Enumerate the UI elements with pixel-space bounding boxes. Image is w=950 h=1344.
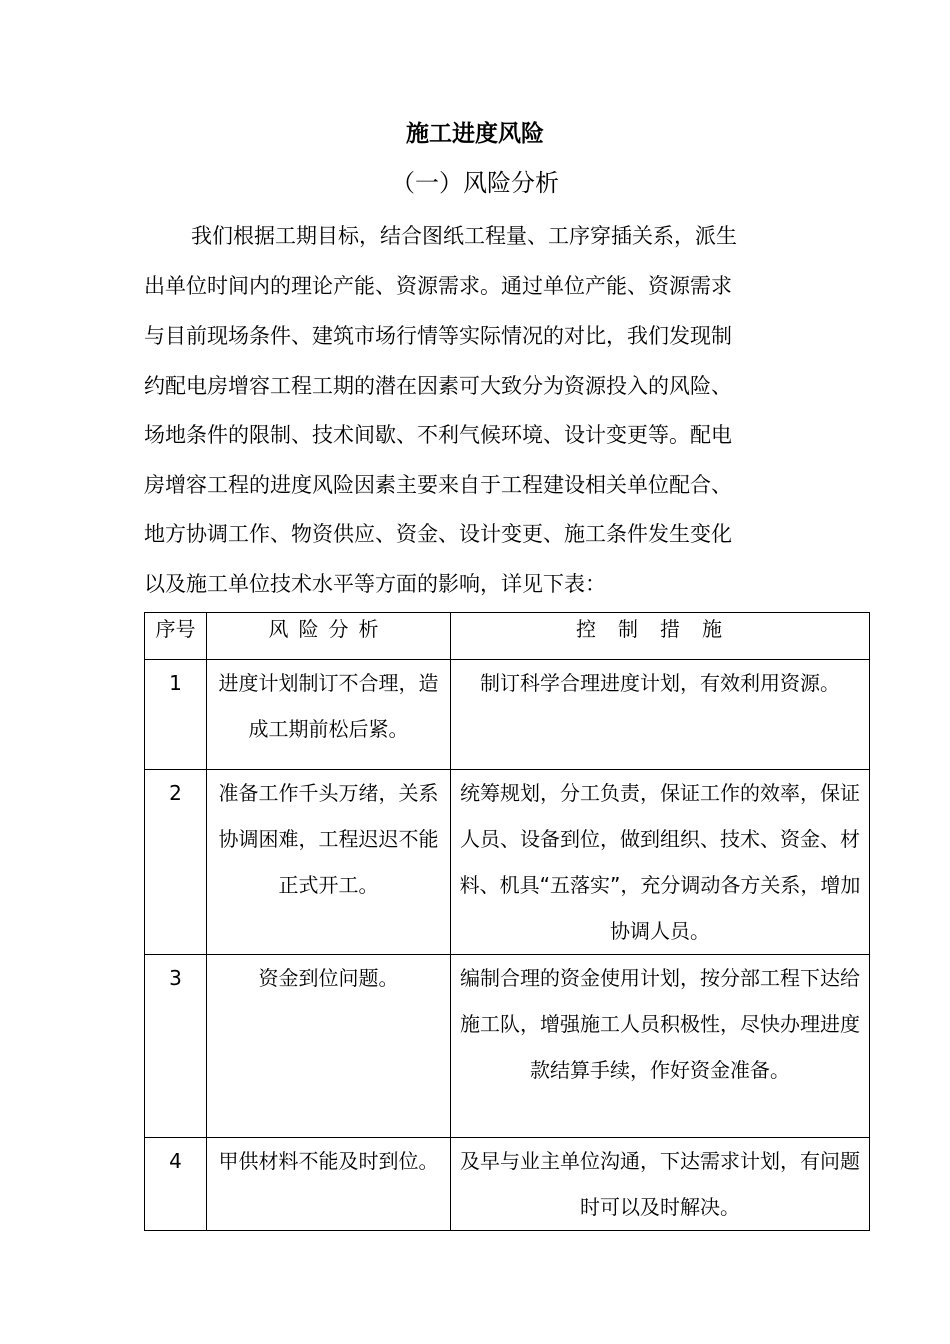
row-risk: 资金到位问题。 [207,955,451,1138]
paragraph-line: 地方协调工作、物资供应、资金、设计变更、施工条件发生变化 [144,522,732,546]
table-row [145,955,870,1138]
table-header-row [145,613,870,660]
row-risk: 进度计划制订不合理，造成工期前松后紧。 [207,660,451,770]
table-row [145,1138,870,1231]
section-heading: （一）风险分析 [391,169,559,197]
row-risk: 准备工作千头万绪，关系协调困难，工程迟迟不能正式开工。 [207,770,451,955]
paragraph-line: 场地条件的限制、技术间歇、不利气候环境、设计变更等。配电 [144,423,732,447]
header-risk: 风险分析 [207,613,451,660]
paragraph-line: 与目前现场条件、建筑市场行情等实际情况的对比，我们发现制 [144,324,732,348]
risk-table [144,612,870,1231]
header-measure: 控制措施 [451,613,870,660]
row-risk: 甲供材料不能及时到位。 [207,1138,451,1231]
row-no: 2 [145,770,207,955]
row-no: 4 [145,1138,207,1231]
header-no: 序号 [145,613,207,660]
row-no: 1 [145,660,207,770]
paragraph-line: 我们根据工期目标，结合图纸工程量、工序穿插关系，派生 [191,224,737,248]
paragraph-line: 房增容工程的进度风险因素主要来自于工程建设相关单位配合、 [144,473,732,497]
paragraph-line: 出单位时间内的理论产能、资源需求。通过单位产能、资源需求 [144,274,732,298]
row-measure: 编制合理的资金使用计划，按分部工程下达给施工队，增强施工人员积极性，尽快办理进度款结算手续，作好资金准备。 [451,955,870,1138]
paragraph-line: 以及施工单位技术水平等方面的影响，详见下表： [144,572,606,596]
row-measure: 统筹规划，分工负责，保证工作的效率，保证人员、设备到位，做到组织、技术、资金、材料、机具“五落实”，充分调动各方关系，增加协调人员。 [451,770,870,955]
document-title: 施工进度风险 [406,121,544,147]
row-measure: 及早与业主单位沟通，下达需求计划，有问题时可以及时解决。 [451,1138,870,1231]
table-row [145,770,870,955]
row-measure: 制订科学合理进度计划，有效利用资源。 [451,660,870,770]
table-row [145,660,870,770]
row-no: 3 [145,955,207,1138]
paragraph-line: 约配电房增容工程工期的潜在因素可大致分为资源投入的风险、 [144,374,732,398]
